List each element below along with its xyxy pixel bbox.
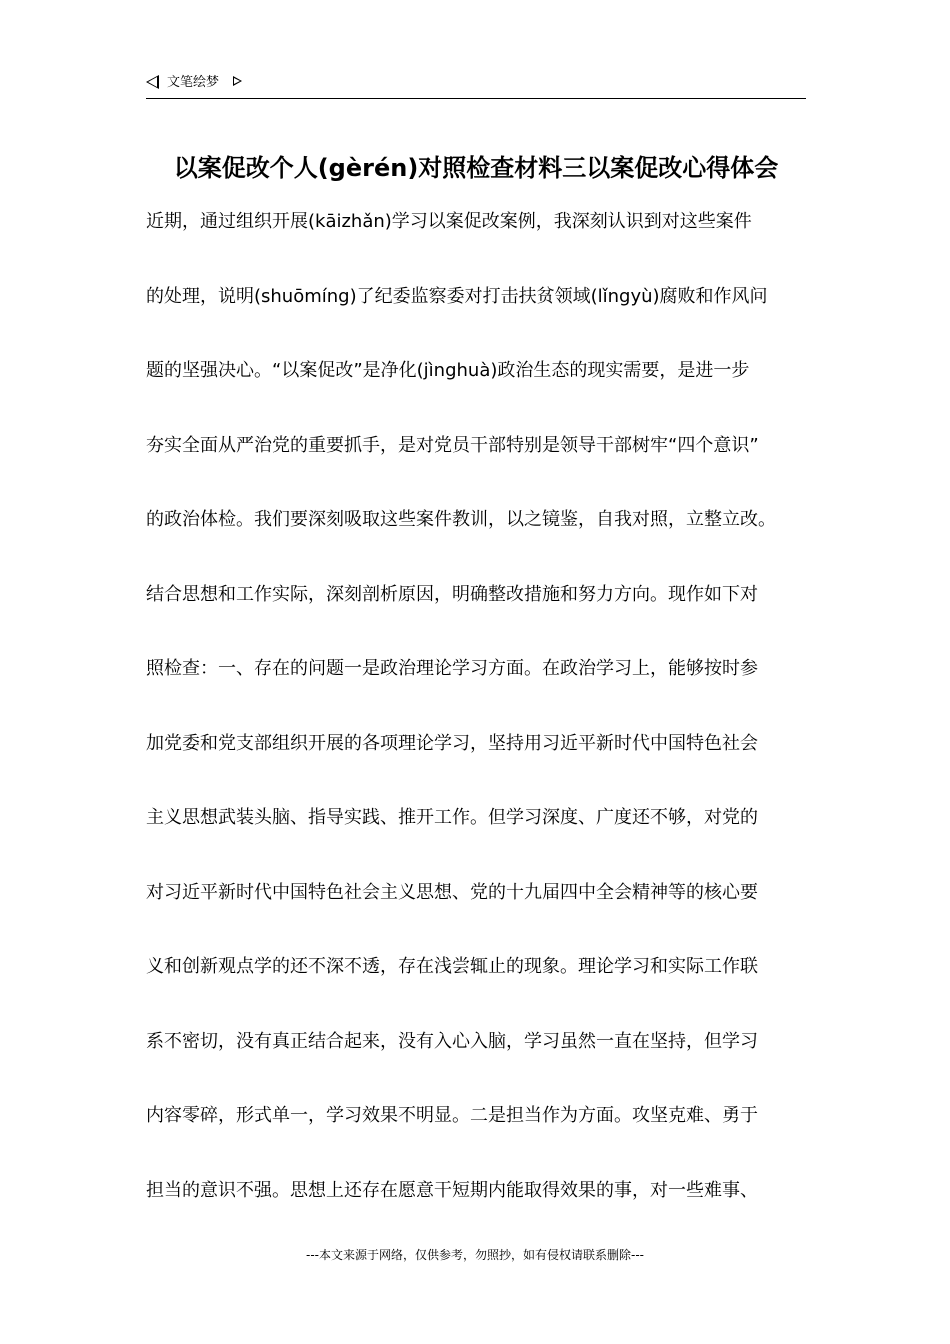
body-line: 题的坚强决心。“以案促改”是净化(jìnghuà)政治生态的现实需要，是进一步	[146, 360, 750, 381]
body-line: 夯实全面从严治党的重要抓手，是对党员干部特别是领导干部树牢“四个意识”	[146, 434, 759, 456]
body-line: 的处理，说明(shuōmíng)了纪委监察委对打击扶贫领域(lǐngyù)腐败和作风问	[146, 285, 768, 307]
body-line: 系不密切，没有真正结合起来，没有入心入脑，学习虽然一直在坚持，但学习	[146, 1030, 758, 1052]
page-header	[146, 72, 806, 99]
body-line: 内容零碎，形式单一，学习效果不明显。二是担当作为方面。攻坚克难、勇于	[146, 1105, 758, 1126]
document-title: 以案促改个人(gèrén)对照检查材料三以案促改心得体会	[173, 154, 779, 182]
body-line: 义和创新观点学的还不深不透，存在浅尝辄止的现象。理论学习和实际工作联	[146, 956, 758, 977]
body-line: 照检查：一、存在的问题一是政治理论学习方面。在政治学习上，能够按时参	[146, 658, 758, 679]
body-line: 近期，通过组织开展(kāizhǎn)学习以案促改案例，我深刻认识到对这些案件	[146, 211, 752, 232]
right-triangle-icon	[233, 76, 242, 86]
body-line: 的政治体检。我们要深刻吸取这些案件教训，以之镜鉴，自我对照，立整立改。	[146, 509, 776, 530]
body-line: 加党委和党支部组织开展的各项理论学习，坚持用习近平新时代中国特色社会	[146, 732, 758, 754]
body-line: 主义思想武装头脑、指导实践、推开工作。但学习深度、广度还不够，对党的	[146, 807, 758, 828]
body-line: 结合思想和工作实际，深刻剖析原因，明确整改措施和努力方向。现作如下对	[146, 583, 758, 605]
header-title: 文笔绘梦	[167, 75, 220, 90]
left-triangle-icon	[146, 75, 159, 89]
body-line: 担当的意识不强。思想上还存在愿意干短期内能取得效果的事，对一些难事、	[146, 1179, 758, 1201]
body-line: 对习近平新时代中国特色社会主义思想、党的十九届四中全会精神等的核心要	[146, 881, 758, 903]
document-body	[146, 200, 806, 1243]
footer-disclaimer: ---本文来源于网络，仅供参考，勿照抄，如有侵权请联系删除---	[306, 1248, 644, 1262]
